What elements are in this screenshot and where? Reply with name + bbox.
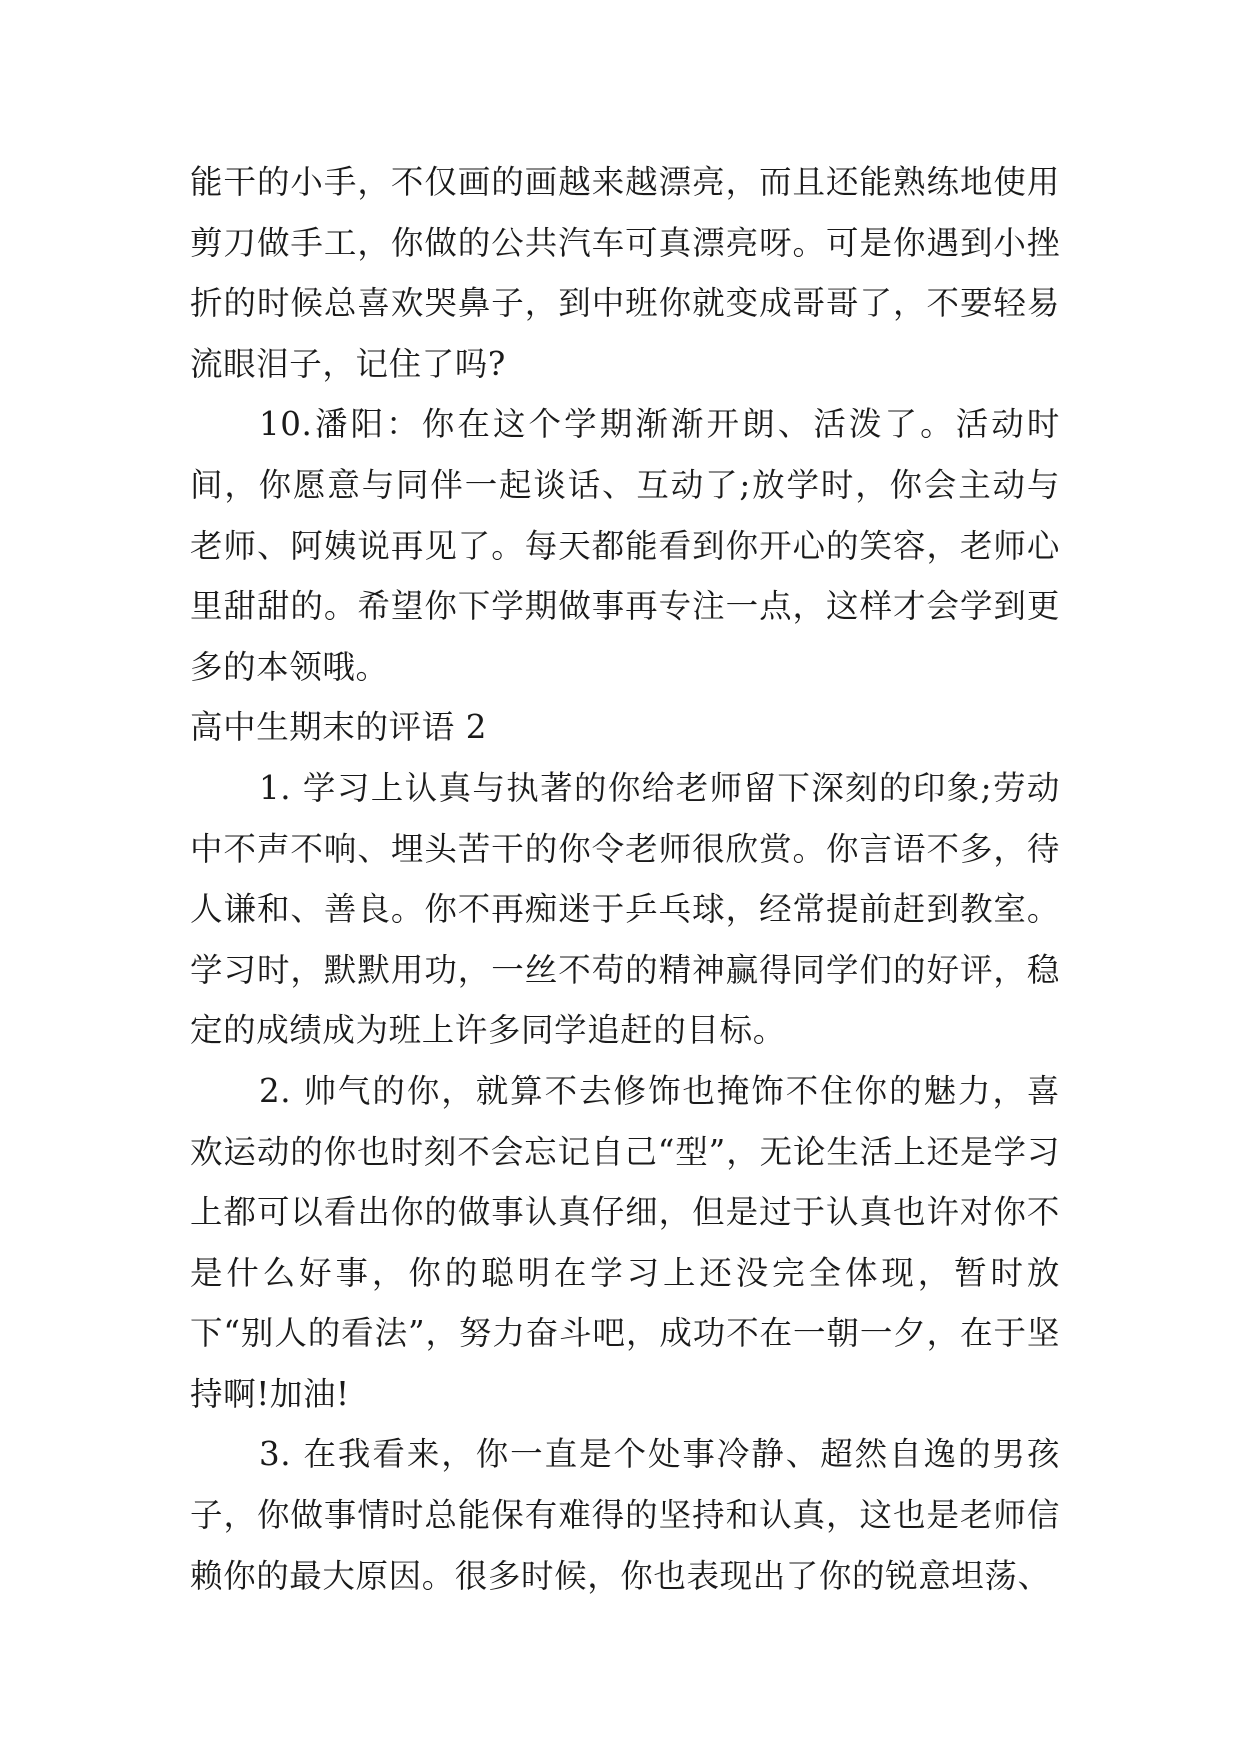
paragraph-item-10: 10.潘阳：你在这个学期渐渐开朗、活泼了。活动时间，你愿意与同伴一起谈话、互动了;放学时，你会主动与老师、阿姨说再见了。每天都能看到你开心的笑容，老师心里甜甜的。希望你下学期做事再专注一点，这样才会学到更多的本领哦。 bbox=[190, 405, 1060, 686]
paragraph-continued: 能干的小手，不仅画的画越来越漂亮，而且还能熟练地使用剪刀做手工，你做的公共汽车可真漂亮呀。可是你遇到小挫折的时候总喜欢哭鼻子，到中班你就变成哥哥了，不要轻易流眼泪子，记住了吗? bbox=[190, 163, 1060, 383]
paragraph-item-3: 3. 在我看来，你一直是个处事冷静、超然自逸的男孩子，你做事情时总能保有难得的坚持和认真，这也是老师信赖你的最大原因。很多时候，你也表现出了你的锐意坦荡、 bbox=[190, 1435, 1060, 1595]
paragraph-item-2: 2. 帅气的你，就算不去修饰也掩饰不住你的魅力，喜欢运动的你也时刻不会忘记自己“型”，无论生活上还是学习上都可以看出你的做事认真仔细，但是过于认真也许对你不是什么好事，你的聪明在学习上还没完全体现，暂时放下“别人的看法”，努力奋斗吧，成功不在一朝一夕，在于坚持啊!加油! bbox=[190, 1071, 1060, 1413]
document-body bbox=[190, 152, 1060, 1606]
paragraph-item-1: 1. 学习上认真与执著的你给老师留下深刻的印象;劳动中不声不响、埋头苦干的你令老师很欣赏。你言语不多，待人谦和、善良。你不再痴迷于乒乓球，经常提前赶到教室。学习时，默默用功，一丝不苟的精神赢得同学们的好评，稳定的成绩成为班上许多同学追赶的目标。 bbox=[190, 768, 1060, 1050]
section-heading: 高中生期末的评语 2 bbox=[190, 708, 488, 747]
